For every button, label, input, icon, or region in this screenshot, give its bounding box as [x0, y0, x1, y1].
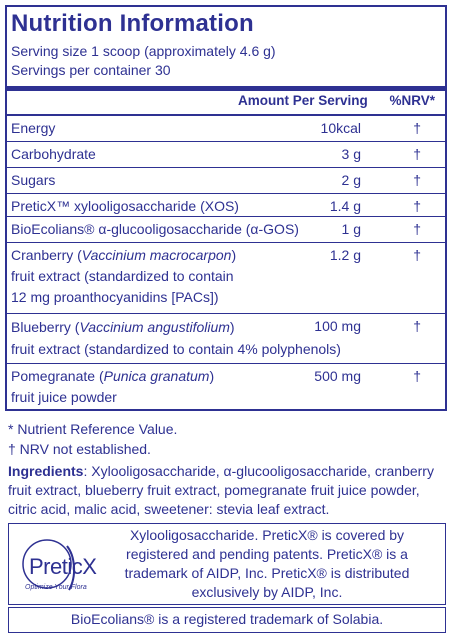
panel-title: Nutrition Information	[11, 10, 254, 37]
blueberry-name: Blueberry (	[11, 319, 80, 335]
nutrient-amount: 500 mg	[314, 368, 361, 384]
preticx-logo-tagline: Optimize Your Flora	[25, 584, 87, 591]
nutrient-nrv: †	[413, 318, 421, 334]
table-row	[7, 193, 445, 217]
nutrient-nrv: †	[413, 368, 421, 384]
cranberry-name: Cranberry (	[11, 247, 82, 263]
pomegranate-line2: fruit juice powder	[11, 389, 117, 405]
preticx-logo-text: PreticX	[29, 554, 97, 579]
table-row	[7, 141, 445, 165]
nutrient-nrv: †	[413, 146, 421, 162]
nutrient-amount: 2 g	[341, 172, 361, 188]
table-row	[7, 114, 445, 140]
nutrient-name	[11, 366, 214, 408]
nutrient-amount: 1 g	[341, 221, 361, 237]
cranberry-close: )	[231, 247, 237, 263]
blueberry-close: )	[229, 319, 235, 335]
table-row	[7, 216, 445, 240]
nutrient-name: PreticX™ xylooligosaccharide (XOS)	[11, 198, 239, 214]
nutrient-amount: 10kcal	[320, 120, 361, 136]
pomegranate-latin: Punica granatum	[103, 368, 210, 384]
table-row	[7, 242, 445, 311]
preticx-box	[8, 523, 446, 605]
nutrient-name: BioEcolians® α-glucooligosaccharide (α-GOS)	[11, 221, 299, 237]
nutrient-amount: 1.4 g	[329, 198, 361, 214]
nutrient-name: Sugars	[11, 172, 56, 188]
pomegranate-name: Pomegranate (	[11, 368, 104, 384]
nutrient-name	[11, 245, 236, 308]
nutrient-amount: 1.2 g	[329, 247, 361, 263]
nutrient-nrv: †	[413, 198, 421, 214]
nutrient-name	[11, 316, 341, 360]
nrv-not-established-note: † NRV not established.	[8, 441, 151, 457]
nutrient-nrv: †	[413, 247, 421, 263]
nutrition-panel	[5, 5, 447, 411]
table-row	[7, 363, 445, 410]
ingredients	[8, 462, 448, 519]
bioecolians-box	[8, 607, 446, 633]
preticx-text: Xylooligosaccharide. PreticX® is covered by registered and pending patents. PreticX® is a trademark of AIDP, Inc. PreticX® is distributed exclusively by AIDP, Inc.	[124, 527, 410, 600]
nutrient-amount: 3 g	[341, 146, 361, 162]
nutrient-amount: 100 mg	[314, 318, 361, 334]
cranberry-line3: 12 mg proanthocyanidins [PACs])	[11, 289, 219, 305]
table-row	[7, 167, 445, 191]
blueberry-line2: fruit extract (standardized to contain 4% polyphenols)	[11, 341, 341, 357]
thick-divider	[7, 86, 445, 91]
nrv-header: %NRV*	[389, 93, 435, 108]
ingredients-text: : Xylooligosaccharide, α-glucooligosaccharide, cranberry fruit extract, blueberry fruit extract, pomegranate fruit juice powder, citric acid, malic acid, sweetener: stevia leaf extract.	[8, 463, 434, 517]
nutrient-name: Energy	[11, 120, 56, 136]
cranberry-latin: Vaccinium macrocarpon	[81, 247, 232, 263]
nrv-reference-note: * Nutrient Reference Value.	[8, 421, 178, 437]
nutrient-nrv: †	[413, 221, 421, 237]
pomegranate-close: )	[209, 368, 215, 384]
ingredients-label: Ingredients	[8, 463, 84, 479]
nutrient-nrv: †	[413, 172, 421, 188]
bioecolians-text: BioEcolians® is a registered trademark of Solabia.	[70, 611, 384, 627]
blueberry-latin: Vaccinium angustifolium	[79, 319, 230, 335]
serving-size: Serving size 1 scoop (approximately 4.6 g)	[11, 43, 276, 59]
cranberry-line2: fruit extract (standardized to contain	[11, 268, 234, 284]
preticx-logo	[17, 536, 97, 596]
nutrient-name: Carbohydrate	[11, 146, 96, 162]
table-row	[7, 313, 445, 360]
nutrient-nrv: †	[413, 120, 421, 136]
amount-header: Amount Per Serving	[238, 93, 368, 108]
servings-per-container: Servings per container 30	[11, 62, 171, 78]
